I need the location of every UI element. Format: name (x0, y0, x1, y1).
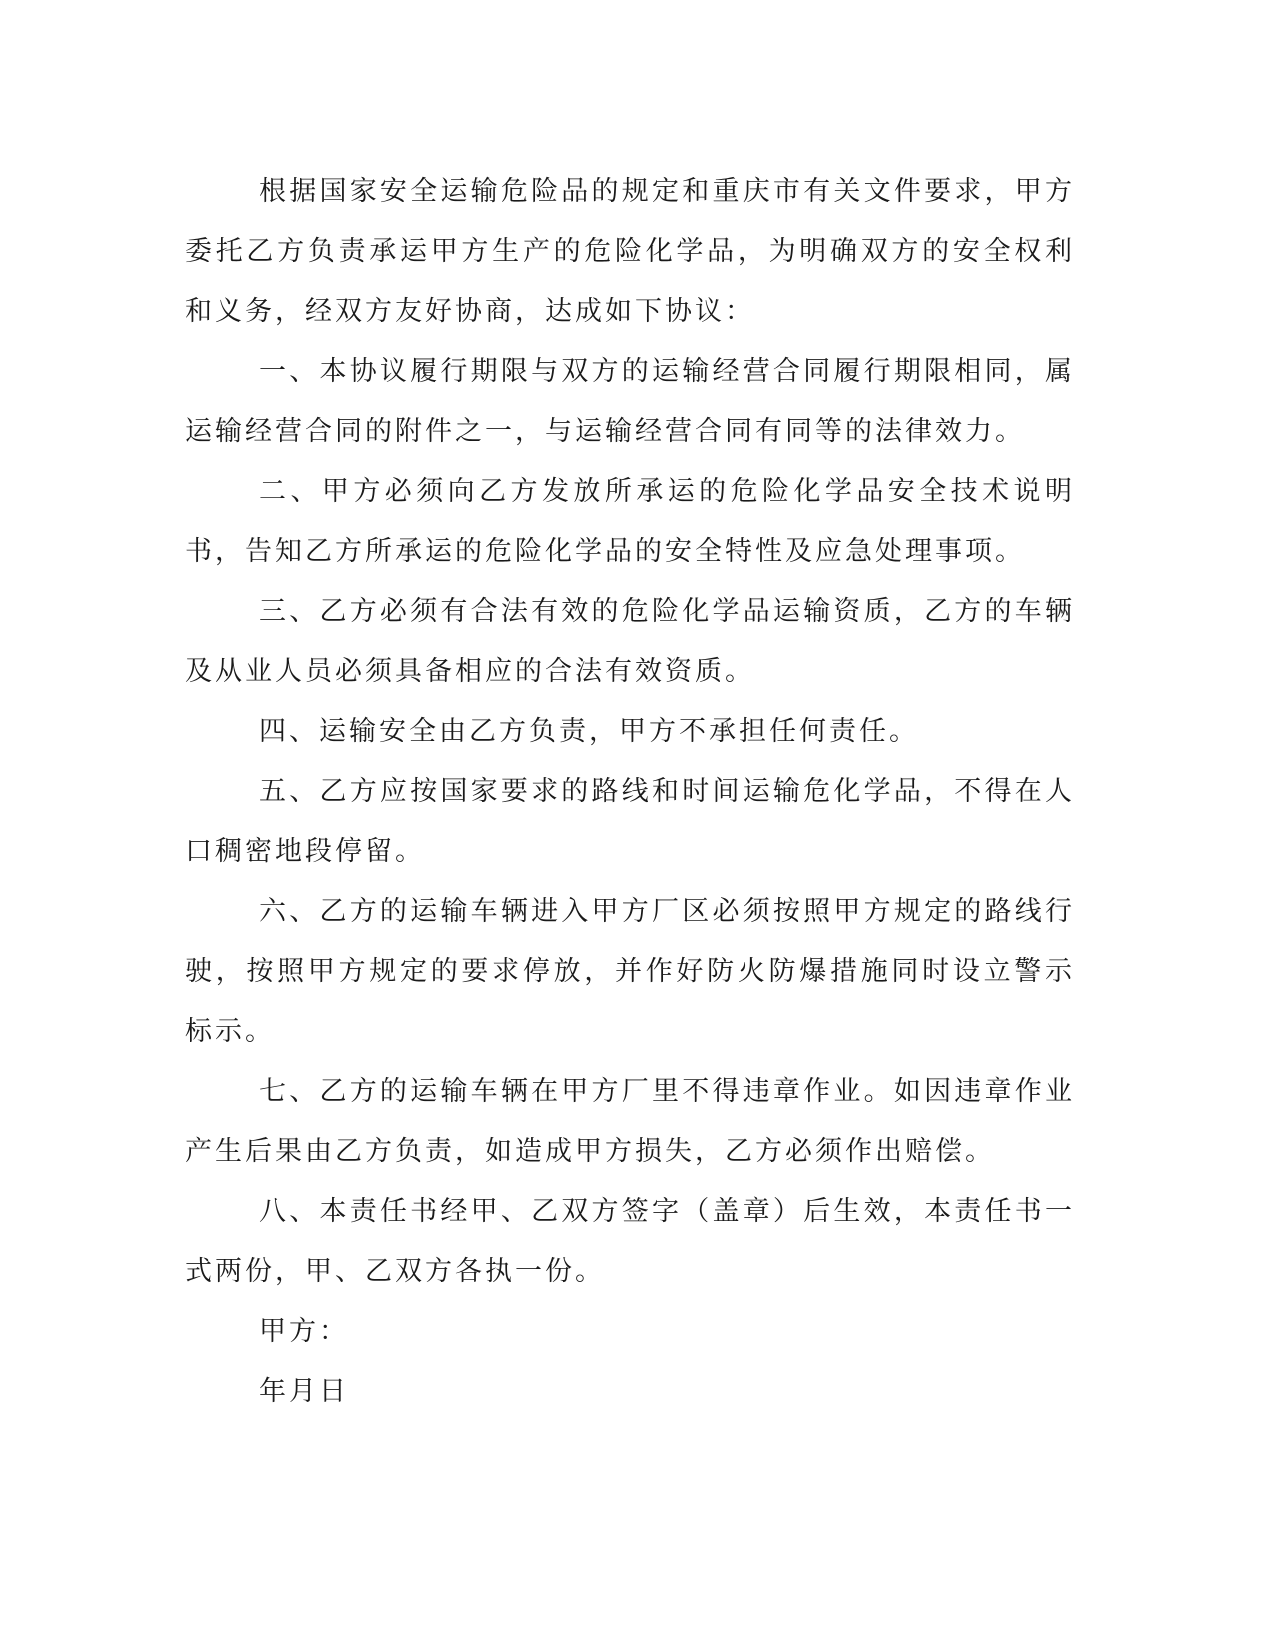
clause-3-paragraph: 三、乙方必须有合法有效的危险化学品运输资质，乙方的车辆及从业人员必须具备相应的合法有效资质。 (185, 596, 1075, 687)
party-a-signature-label: 甲方： (259, 1316, 349, 1347)
signature-date-label: 年月日 (259, 1376, 349, 1407)
clause-6-paragraph: 六、乙方的运输车辆进入甲方厂区必须按照甲方规定的路线行驶，按照甲方规定的要求停放，并作好防火防爆措施同时设立警示标示。 (185, 896, 1075, 1047)
clause-5-paragraph: 五、乙方应按国家要求的路线和时间运输危化学品，不得在人口稠密地段停留。 (185, 776, 1075, 867)
document-body (185, 162, 1075, 1422)
clause-8-paragraph: 八、本责任书经甲、乙双方签字（盖章）后生效，本责任书一式两份，甲、乙双方各执一份。 (185, 1196, 1075, 1287)
clause-1-paragraph: 一、本协议履行期限与双方的运输经营合同履行期限相同，属运输经营合同的附件之一，与运输经营合同有同等的法律效力。 (185, 356, 1075, 447)
clause-2-paragraph: 二、甲方必须向乙方发放所承运的危险化学品安全技术说明书，告知乙方所承运的危险化学品的安全特性及应急处理事项。 (185, 476, 1075, 567)
clause-7-paragraph: 七、乙方的运输车辆在甲方厂里不得违章作业。如因违章作业产生后果由乙方负责，如造成甲方损失，乙方必须作出赔偿。 (185, 1076, 1075, 1167)
clause-4-paragraph: 四、运输安全由乙方负责，甲方不承担任何责任。 (259, 716, 919, 747)
intro-paragraph: 根据国家安全运输危险品的规定和重庆市有关文件要求，甲方委托乙方负责承运甲方生产的危险化学品，为明确双方的安全权利和义务，经双方友好协商，达成如下协议： (185, 176, 1075, 327)
